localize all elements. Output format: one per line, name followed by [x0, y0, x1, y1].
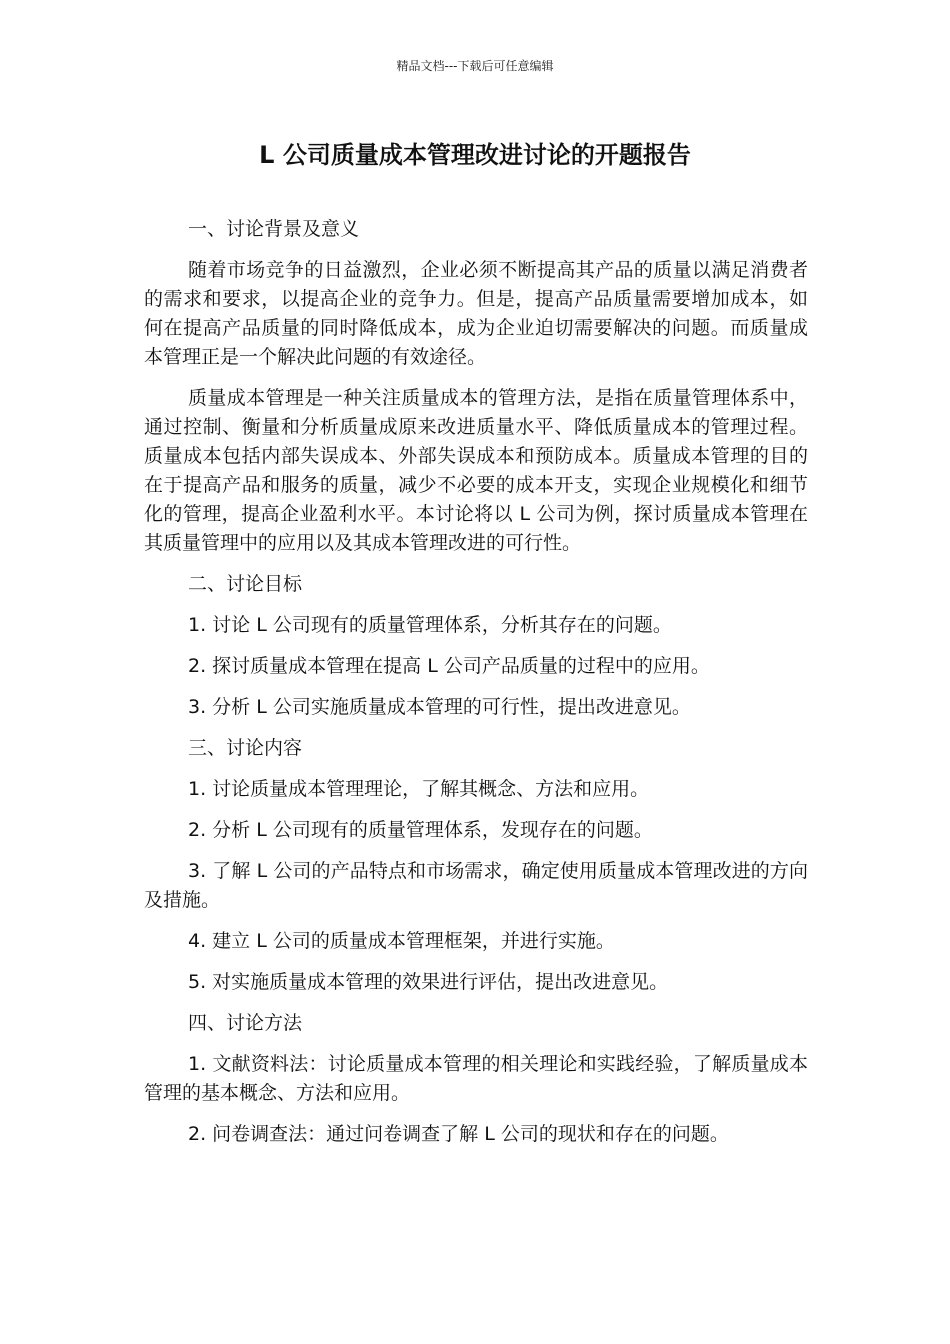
content-item-5: 5. 对实施质量成本管理的效果进行评估，提出改进意见。: [188, 971, 669, 993]
method-item-1: 1. 文献资料法：讨论质量成本管理的相关理论和实践经验，了解质量成本管理的基本概念、方法和应用。: [144, 1053, 808, 1104]
document-body: [144, 215, 808, 1161]
paragraph-background-1: 随着市场竞争的日益激烈，企业必须不断提高其产品的质量以满足消费者的需求和要求，以提高企业的竞争力。但是，提高产品质量需要增加成本，如何在提高产品质量的同时降低成本，成为企业迫切需要解决的问题。而质量成本管理正是一个解决此问题的有效途径。: [144, 259, 808, 368]
header-note: 精品文档---下载后可任意编辑: [396, 59, 554, 73]
content-item-2: 2. 分析 L 公司现有的质量管理体系，发现存在的问题。: [188, 819, 653, 841]
content-item-4: 4. 建立 L 公司的质量成本管理框架，并进行实施。: [188, 930, 615, 952]
paragraph-background-2: 质量成本管理是一种关注质量成本的管理方法，是指在质量管理体系中，通过控制、衡量和分析质量成原来改进质量水平、降低质量成本的管理过程。质量成本包括内部失误成本、外部失误成本和预防成本。质量成本管理的目的在于提高产品和服务的质量，减少不必要的成本开支，实现企业规模化和细节化的管理，提高企业盈利水平。本讨论将以 L 公司为例，探讨质量成本管理在其质量管理中的应用以及其成本管理改进的可行性。: [144, 387, 808, 554]
method-item-2: 2. 问卷调查法：通过问卷调查了解 L 公司的现状和存在的问题。: [188, 1123, 729, 1145]
section-heading-objectives: 二、讨论目标: [188, 573, 303, 595]
document-title: L 公司质量成本管理改进讨论的开题报告: [259, 141, 691, 169]
section-heading-content: 三、讨论内容: [188, 737, 303, 759]
content-item-3: 3. 了解 L 公司的产品特点和市场需求，确定使用质量成本管理改进的方向及措施。: [144, 860, 808, 911]
objective-item-2: 2. 探讨质量成本管理在提高 L 公司产品质量的过程中的应用。: [188, 655, 710, 677]
content-item-1: 1. 讨论质量成本管理理论，了解其概念、方法和应用。: [188, 778, 650, 800]
objective-item-1: 1. 讨论 L 公司现有的质量管理体系，分析其存在的问题。: [188, 614, 672, 636]
section-heading-methods: 四、讨论方法: [188, 1012, 303, 1034]
objective-item-3: 3. 分析 L 公司实施质量成本管理的可行性，提出改进意见。: [188, 696, 691, 718]
section-heading-background: 一、讨论背景及意义: [188, 218, 360, 240]
